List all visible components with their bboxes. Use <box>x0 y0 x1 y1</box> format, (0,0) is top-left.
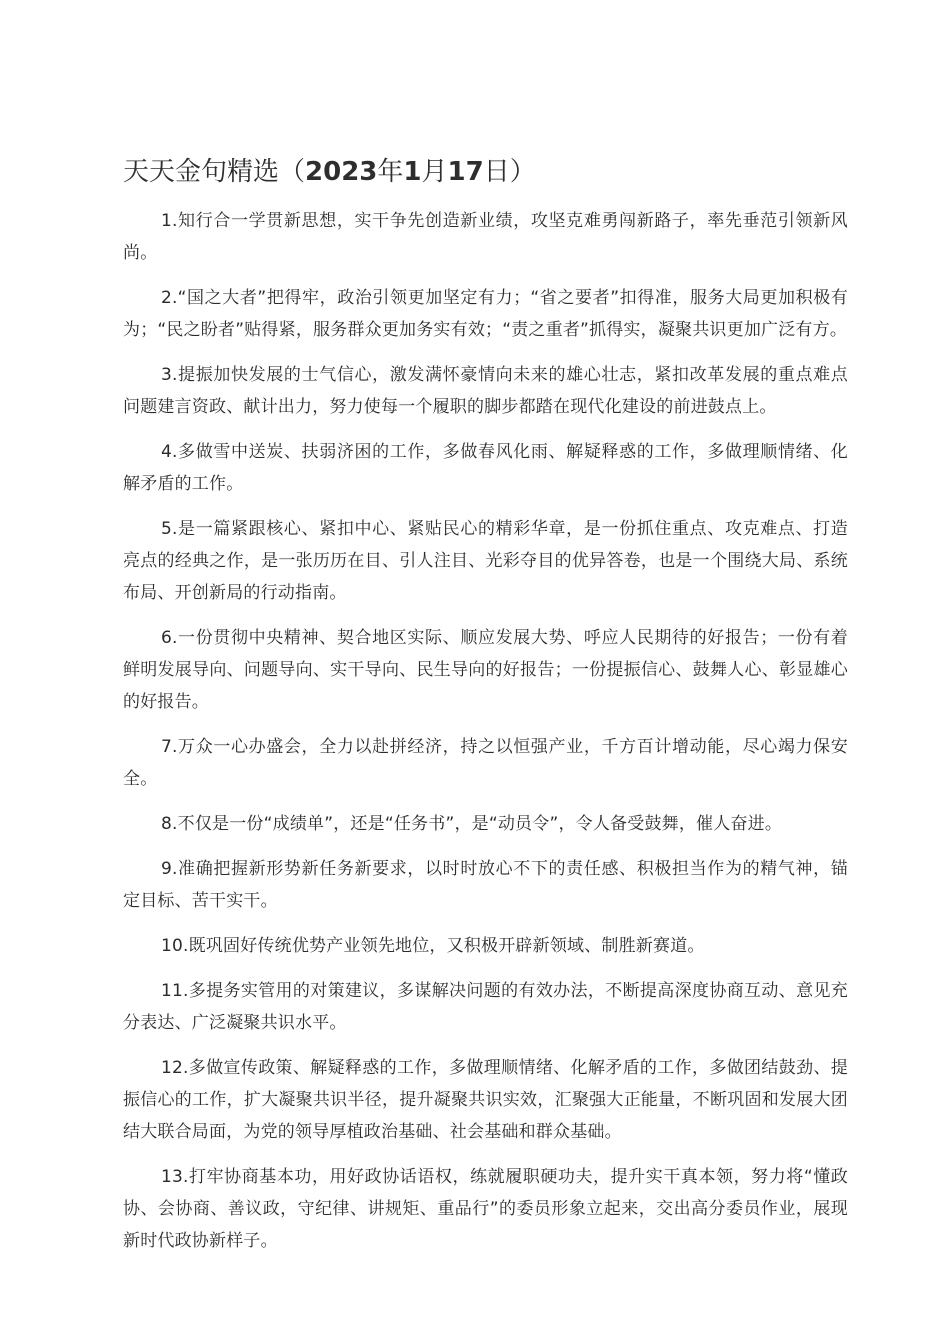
quote-paragraph: 3.提振加快发展的士气信心，激发满怀豪情向未来的雄心壮志，紧扣改革发展的重点难点问题建言资政、献计出力，努力使每一个履职的脚步都踏在现代化建设的前进鼓点上。 <box>123 365 848 417</box>
quote-paragraph: 8.不仅是一份“成绩单”，还是“任务书”，是“动员令”，令人备受鼓舞，催人奋进。 <box>161 814 783 834</box>
quote-list <box>123 205 848 1270</box>
title-suffix: ） <box>509 157 536 187</box>
quote-paragraph: 12.多做宣传政策、解疑释惑的工作，多做理顺情绪、化解矛盾的工作，多做团结鼓劲、提振信心的工作，扩大凝聚共识半径，提升凝聚共识实效，汇聚强大正能量，不断巩固和发展大团结大联合局面，为党的领导厚植政治基础、社会基础和群众基础。 <box>123 1058 848 1142</box>
title-year: 2023 <box>305 157 378 187</box>
quote-paragraph: 5.是一篇紧跟核心、紧扣中心、紧贴民心的精彩华章，是一份抓住重点、攻克难点、打造亮点的经典之作，是一张历历在目、引人注目、光彩夺目的优异答卷，也是一个围绕大局、系统布局、开创新局的行动指南。 <box>123 519 848 603</box>
title-day: 17 <box>447 157 484 187</box>
title-year-unit: 年 <box>377 157 404 187</box>
quote-paragraph: 13.打牢协商基本功，用好政协话语权，练就履职硬功夫，提升实干真本领，努力将“懂政协、会协商、善议政，守纪律、讲规矩、重品行”的委员形象立起来，交出高分委员作业，展现新时代政协新样子。 <box>123 1167 848 1251</box>
quote-paragraph: 1.知行合一学贯新思想，实干争先创造新业绩，攻坚克难勇闯新路子，率先垂范引领新风尚。 <box>123 211 848 263</box>
quote-paragraph: 6.一份贯彻中央精神、契合地区实际、顺应发展大势、呼应人民期待的好报告；一份有着鲜明发展导向、问题导向、实干导向、民生导向的好报告；一份提振信心、鼓舞人心、彰显雄心的好报告。 <box>123 628 848 712</box>
quote-paragraph: 11.多提务实管用的对策建议，多谋解决问题的有效办法，不断提高深度协商互动、意见充分表达、广泛凝聚共识水平。 <box>123 981 848 1033</box>
page-title <box>123 152 863 192</box>
quote-paragraph: 7.万众一心办盛会，全力以赴拼经济，持之以恒强产业，千方百计增动能，尽心竭力保安全。 <box>123 737 848 789</box>
quote-paragraph: 9.准确把握新形势新任务新要求，以时时放心不下的责任感、积极担当作为的精气神，锚定目标、苦干实干。 <box>123 859 848 911</box>
quote-paragraph: 10.既巩固好传统优势产业领先地位，又积极开辟新领域、制胜新赛道。 <box>161 936 705 956</box>
title-day-unit: 日 <box>483 157 510 187</box>
title-month: 1 <box>403 157 422 187</box>
title-month-unit: 月 <box>421 157 448 187</box>
quote-paragraph: 2.“国之大者”把得牢，政治引领更加坚定有力；“省之要者”扣得准，服务大局更加积极有为；“民之盼者”贴得紧，服务群众更加务实有效；“责之重者”抓得实，凝聚共识更加广泛有方。 <box>123 288 848 340</box>
quote-paragraph: 4.多做雪中送炭、扶弱济困的工作，多做春风化雨、解疑释惑的工作，多做理顺情绪、化解矛盾的工作。 <box>123 442 848 494</box>
title-prefix: 天天金句精选（ <box>123 157 306 187</box>
